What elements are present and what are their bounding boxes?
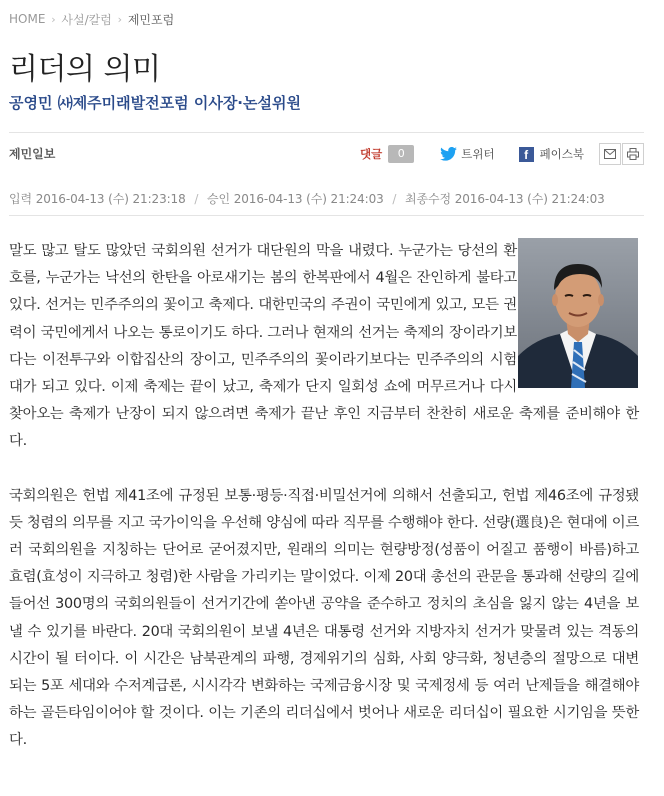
breadcrumb <box>9 10 174 28</box>
comment-count-badge[interactable]: 0 <box>388 145 414 163</box>
share-toolbar <box>360 141 644 167</box>
printer-icon <box>627 148 639 160</box>
facebook-f-icon[interactable]: f <box>519 147 534 162</box>
date-separator: / <box>392 192 397 206</box>
envelope-icon <box>604 149 616 159</box>
breadcrumb-section-link[interactable]: 사설/칼럼 <box>61 12 112 27</box>
breadcrumb-home-link[interactable]: HOME <box>9 12 46 26</box>
twitter-bird-icon[interactable] <box>440 147 457 161</box>
comment-link[interactable]: 댓글 <box>360 147 383 161</box>
twitter-share-link[interactable]: 트위터 <box>461 147 495 161</box>
article-body <box>9 238 639 755</box>
email-button[interactable] <box>599 143 621 165</box>
chevron-right-icon: › <box>117 12 123 26</box>
input-date-label: 입력 <box>9 192 32 206</box>
input-date-value: 2016-04-13 (수) 21:23:18 <box>35 192 186 206</box>
article-source: 제민일보 <box>9 147 56 161</box>
article-title: 리더의 의미 <box>9 52 161 87</box>
print-button[interactable] <box>622 143 644 165</box>
date-separator: / <box>194 192 199 206</box>
article-paragraph: 말도 많고 탈도 많았던 국회의원 선거가 대단원의 막을 내렸다. 누군가는 당선의 환호를, 누군가는 낙선의 한탄을 아로새기는 봄의 한복판에서 4월은 잔인하게 불타고 있다. 선거는 민주주의의 꽃이고 축제다. 대한민국의 주권이 국민에게 있고, 모든 권력이 국민에게서 나오는 통로이기도 하다. 그러나 현재의 선거는 축제의 장이라기보다는 이전투구와 이합집산의 장이고, 민주주의의 꽃이라기보다는 민주주의의 시험대가 되고 있다. 이제 축제는 끝이 났고, 축제가 단지 일회성 쇼에 머무르거나 다시 찾아오는 축제가 난장이 되지 않으려면 축제가 끝난 후인 지금부터 찬찬히 새로운 축제를 준비해야 한다. <box>9 243 639 450</box>
breadcrumb-current-link[interactable]: 제민포럼 <box>127 12 175 27</box>
chevron-right-icon: › <box>51 12 56 26</box>
article-paragraph: 국회의원은 헌법 제41조에 규정된 보통·평등·직접·비밀선거에 의해서 선출되고, 헌법 제46조에 규정됐듯 청렴의 의무를 지고 국가이익을 우선해 양심에 따라 직무를 수행해야 한다. 선량(選良)은 현대에 이르러 국회의원을 지칭하는 단어로 굳어졌지만, 원래의 의미는 현량방정(성품이 어질고 품행이 바름)하고 효렴(효성이 지극하고 청렴)한 사람을 가리키는 말이었다. 이제 20대 총선의 관문을 통과해 선량의 길에 들어선 300명의 국회의원들이 선거기간에 쏟아낸 공약을 준수하고 정치의 초심을 잃지 않는 4년을 보낼 수 있기를 바란다. 20대 국회의원이 보낼 4년은 대통령 선거와 지방자치 선거가 맞물려 있는 격동의 시간이 될 터이다. 이 시간은 남북관계의 파행, 경제위기의 심화, 사회 양극화, 청년층의 절망으로 대변되는 5포 세대와 수저계급론, 시시각각 변화하는 국제금융시장 및 국제정세 등 여러 난제들을 해결해야 하는 골든타임이어야 할 것이다. 이는 기존의 리더십에서 벗어나 새로운 리더십이 필요한 시기임을 뜻한다. <box>9 487 639 749</box>
article-byline: 공영민 ㈔제주미래발전포럼 이사장·논설위원 <box>9 94 301 112</box>
approved-date-label: 승인 <box>207 192 230 206</box>
modified-date-label: 최종수정 <box>405 192 451 206</box>
article-dates <box>9 190 605 207</box>
photo-spacer <box>517 238 639 396</box>
modified-date-value: 2016-04-13 (수) 21:24:03 <box>454 192 605 206</box>
header-divider <box>9 132 644 133</box>
approved-date-value: 2016-04-13 (수) 21:24:03 <box>233 192 384 206</box>
facebook-share-link[interactable]: 페이스북 <box>539 147 584 161</box>
dates-divider <box>9 215 644 216</box>
